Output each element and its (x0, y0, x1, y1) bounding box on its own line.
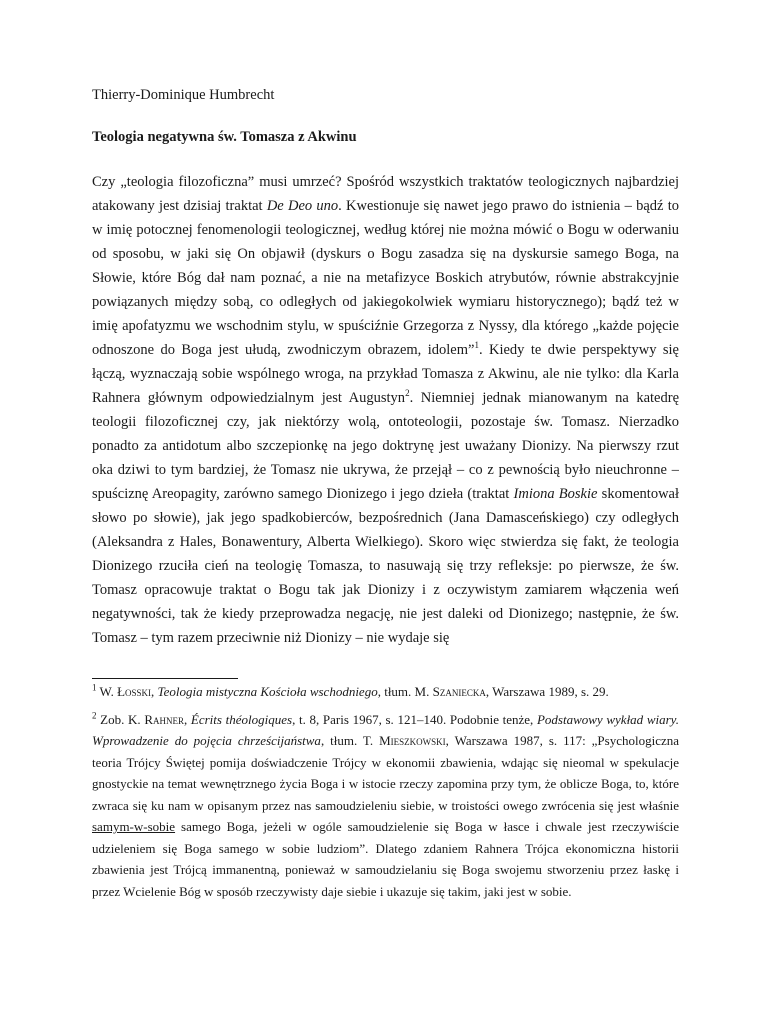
footnote-translator: Mieszkowski (379, 733, 446, 748)
footnote-work-title: Teologia mistyczna Kościoła wschodniego (157, 684, 378, 699)
footnote-text: , (151, 684, 158, 699)
article-title: Teologia negatywna św. Tomasza z Akwinu (92, 129, 357, 145)
body-text-segment: . Kiedy te dwie perspektywy się łączą, wyznaczają sobie wspólnego wroga, na przykład Tomasza z Akwinu, ale nie tylko: dla Karla Rahnera głównym odpowiedzialnym jest Augustyn (92, 342, 679, 406)
body-text-segment: . Kwestionuje się nawet jego prawo do istnienia – bądź to w imię potocznej fenomenologii teologicznej, według której nie można mówić o Bogu w oderwaniu od sposobu, w jaki się On objawił (dyskurs o Bogu zasadza się na dyskursie samego Boga, na Słowie, które Bóg dał nam poznać, a nie na metafizyce Boskich atrybutów, równie abstrakcyjnie powiązanych między sobą, co odległych od jakiegokolwiek wymiaru historycznego); bądź też w imię apofatyzmu we wschodnim stylu, w spuściźnie Grzegorza z Nyssy, dla którego „każde pojęcie odnoszone do Boga jest ułudą, zwodniczym obrazem, idolem” (92, 198, 679, 358)
underlined-term: samym-w-sobie (92, 819, 176, 834)
footnote-separator (92, 678, 238, 679)
footnote-work-title: Podstawowy wykład wiary. Wprowadzenie do pojęcia chrześcijaństwa (92, 711, 679, 748)
footnote-translator: Szaniecka (432, 684, 486, 699)
body-text-segment: skomentował słowo po słowie), jak jego spadkobierców, bezpośrednich (Jana Damasceńskiego) czy odległych (Aleksandra z Hales, Bonawentury, Alberta Wielkiego). Skoro więc stwierdza się fakt, że teologia Dionizego rzuciła cień na teologię Tomasza, to nasuwają się trzy refleksje: po pierwsze, że św. Tomasz opracowuje traktat o Bogu tak jak Dionizy i z oczywistym zamiarem włączenia weń negatywności, tak że kiedy przeprowadza negację, nie jest daleki od Dionizego; następnie, że św. Tomasz – tym razem przeciwnie niż Dionizy – nie wydaje się (92, 486, 679, 646)
footnote-text: , tłum. M. (377, 684, 433, 699)
footnote-ref-1[interactable]: 1 (474, 340, 479, 351)
footnote-text: Zob. K. (96, 711, 145, 727)
footnote-number: 1 (92, 682, 97, 693)
footnote-text: samego Boga, jeżeli w ogóle samoudzielenie się Boga w łasce i chwale jest rzeczywiście udzieleniem się Boga samego w sobie ludziom”. Dlatego zdaniem Rahnera Trójca ekonomiczna historii zbawienia jest Trójcą immanentną, ponieważ w samoudzielaniu się Boga swojemu stworzeniu przez łaskę i przez Wcielenie Bóg w sposób rzeczywisty daje siebie i ukazuje się takim, jaki jest w sobie. (92, 819, 679, 899)
footnote-2 (92, 709, 679, 903)
footnote-text: , Warszawa 1987, s. 117: „Psychologiczna teoria Trójcy Świętej pomija doświadczenie Trójcy w ekonomii zbawienia, wdając się nieomal w spekulacje gnostyckie na temat wewnętrznego życia Boga i w istocie rzeczy zapomina przy tym, że oblicze Boga, to, które zwraca się ku nam w opisanym przez nas samoudzieleniu siebie, w troistości owego zwrócenia się jest właśnie (92, 733, 680, 813)
footnote-text: , t. 8, Paris 1967, s. 121–140. Podobnie tenże, (292, 711, 537, 727)
work-title: De Deo uno (266, 198, 339, 214)
footnote-text: , (183, 711, 191, 727)
body-paragraph (92, 170, 679, 674)
footnote-author: Łosski (117, 684, 152, 699)
body-text-segment: Czy „teologia filozoficzna” musi umrzeć? Spośród wszystkich traktatów teologicznych najbardziej atakowany jest dzisiaj traktat (92, 174, 679, 214)
footnote-text: W. (96, 684, 118, 699)
footnote-text: , tłum. T. (320, 733, 380, 748)
footnote-author: Rahner (144, 711, 184, 727)
footnote-number: 2 (92, 710, 97, 721)
author-name: Thierry-Dominique Humbrecht (92, 87, 275, 103)
footnote-text: , Warszawa 1989, s. 29. (485, 684, 609, 699)
body-text-segment: . Niemniej jednak mianowanym na katedrę teologii filozoficznej czy, jak niektórzy wolą, ontoteologii, pozostaje św. Tomasz. Nierzadko ponadto za antidotum albo szczepionkę na jego doktrynę jest uważany Dionizy. Na pierwszy rzut oka dziwi to tym bardziej, że Tomasz nie ukrywa, że przejął – co z pewnością było nieuchronne – spuściznę Areopagity, zarówno samego Dionizego i jego dzieła (traktat (92, 390, 679, 502)
footnote-1 (92, 681, 679, 703)
work-title: Imiona Boskie (513, 486, 598, 502)
footnote-work-title: Écrits théologiques (190, 711, 293, 727)
page-content (92, 84, 679, 902)
footnote-ref-2[interactable]: 2 (405, 388, 410, 399)
